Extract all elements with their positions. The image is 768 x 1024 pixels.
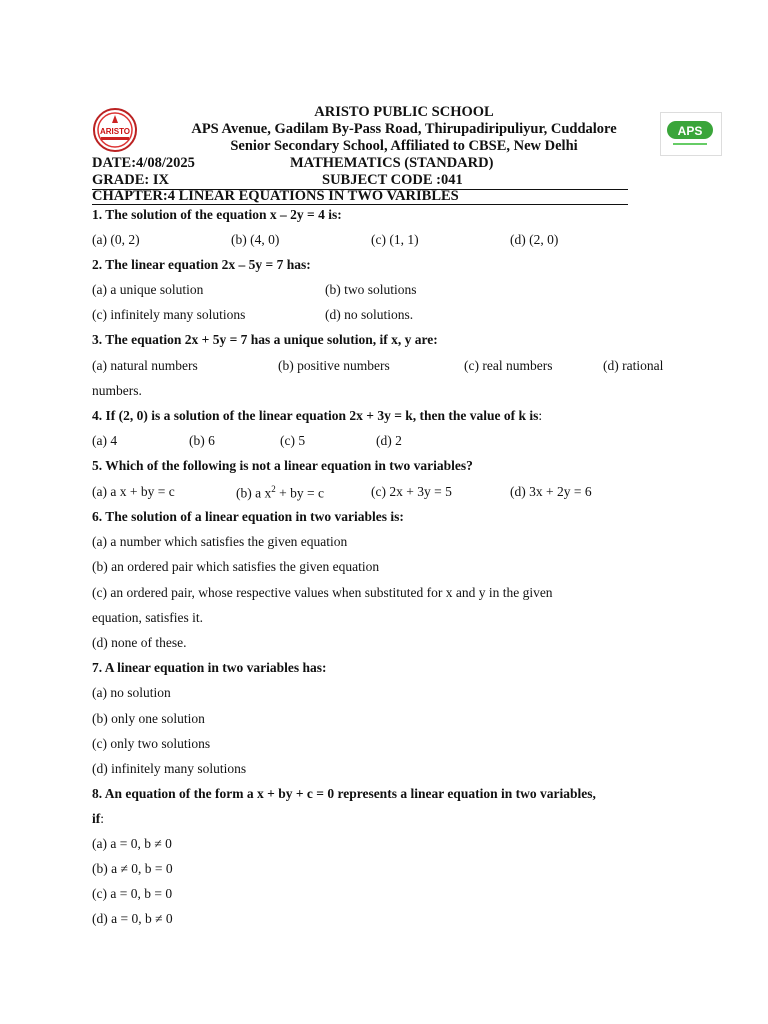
- q7-option-b: (b) only one solution: [92, 711, 205, 726]
- question-5: 5. Which of the following is not a linear equation in two variables?: [92, 458, 473, 473]
- q5-option-a: (a) a x + by = c: [92, 484, 175, 499]
- q2-option-a: (a) a unique solution: [92, 282, 204, 297]
- question-4-text: 4. If (2, 0) is a solution of the linear equation 2x + 3y = k, then the value of k is: [92, 408, 539, 423]
- school-affiliation: Senior Secondary School, Affiliated to CBSE, New Delhi: [230, 138, 578, 154]
- q4-option-a: (a) 4: [92, 433, 118, 448]
- question-3: 3. The equation 2x + 5y = 7 has a unique solution, if x, y are:: [92, 332, 438, 347]
- q8-option-d: (d) a = 0, b ≠ 0: [92, 911, 173, 926]
- exam-date: DATE:4/08/2025: [92, 155, 195, 171]
- question-4-colon: :: [538, 408, 543, 423]
- q5-option-b: [236, 484, 324, 502]
- subject-name: MATHEMATICS (STANDARD): [290, 155, 494, 171]
- q5-option-b-suffix: + by = c: [275, 485, 324, 501]
- q8-option-b: (b) a ≠ 0, b = 0: [92, 861, 173, 876]
- q1-option-b: (b) (4, 0): [231, 232, 280, 247]
- q8-option-a: (a) a = 0, b ≠ 0: [92, 836, 172, 851]
- chapter-row: [92, 189, 628, 205]
- logo-right-text: APS: [677, 124, 703, 138]
- question-2: 2. The linear equation 2x – 5y = 7 has:: [92, 257, 311, 272]
- q6-option-b: (b) an ordered pair which satisfies the given equation: [92, 559, 380, 574]
- q4-option-c: (c) 5: [280, 433, 306, 448]
- q2-option-c: (c) infinitely many solutions: [92, 307, 246, 322]
- q3-option-b: (b) positive numbers: [278, 358, 390, 373]
- grade-label: GRADE: IX: [92, 172, 169, 188]
- q6-option-c-continued: equation, satisfies it.: [92, 610, 203, 625]
- question-8-colon: :: [100, 811, 105, 826]
- q2-option-b: (b) two solutions: [325, 282, 417, 297]
- q5-option-c: (c) 2x + 3y = 5: [371, 484, 452, 499]
- q5-option-d: (d) 3x + 2y = 6: [510, 484, 592, 499]
- chapter-title: CHAPTER:4 LINEAR EQUATIONS IN TWO VARIBLES: [92, 188, 459, 204]
- q5-option-b-exponent: 2: [271, 484, 276, 494]
- question-4: [92, 408, 542, 424]
- q7-option-c: (c) only two solutions: [92, 736, 211, 751]
- q3-option-c: (c) real numbers: [464, 358, 553, 373]
- q6-option-d: (d) none of these.: [92, 635, 187, 650]
- subject-code: SUBJECT CODE :041: [322, 172, 463, 188]
- q6-option-a: (a) a number which satisfies the given equation: [92, 534, 348, 549]
- q4-option-b: (b) 6: [189, 433, 215, 448]
- question-6: 6. The solution of a linear equation in two variables is:: [92, 509, 404, 524]
- q7-option-d: (d) infinitely many solutions: [92, 761, 247, 776]
- q3-option-d: (d) rational: [603, 358, 664, 373]
- q1-option-d: (d) (2, 0): [510, 232, 559, 247]
- q5-option-b-prefix: (b) a x: [236, 485, 272, 501]
- q6-option-c: (c) an ordered pair, whose respective values when substituted for x and y in the given: [92, 585, 553, 600]
- question-7: 7. A linear equation in two variables has:: [92, 660, 327, 675]
- school-address: APS Avenue, Gadilam By-Pass Road, Thirupadiripuliyur, Cuddalore: [191, 121, 617, 137]
- q3-option-d-continued: numbers.: [92, 383, 142, 398]
- q4-option-d: (d) 2: [376, 433, 402, 448]
- q8-option-c: (c) a = 0, b = 0: [92, 886, 173, 901]
- logo-left-text: ARISTO: [99, 127, 131, 136]
- question-8: 8. An equation of the form a x + by + c = 0 represents a linear equation in two variables,: [92, 786, 596, 801]
- q7-option-a: (a) no solution: [92, 685, 171, 700]
- question-8-continued: [92, 811, 104, 827]
- question-1: 1. The solution of the equation x – 2y = 4 is:: [92, 207, 342, 222]
- question-8-if: if: [92, 811, 101, 826]
- q2-option-d: (d) no solutions.: [325, 307, 414, 322]
- q1-option-c: (c) (1, 1): [371, 232, 419, 247]
- q3-option-a: (a) natural numbers: [92, 358, 198, 373]
- q1-option-a: (a) (0, 2): [92, 232, 140, 247]
- school-name: ARISTO PUBLIC SCHOOL: [314, 104, 494, 120]
